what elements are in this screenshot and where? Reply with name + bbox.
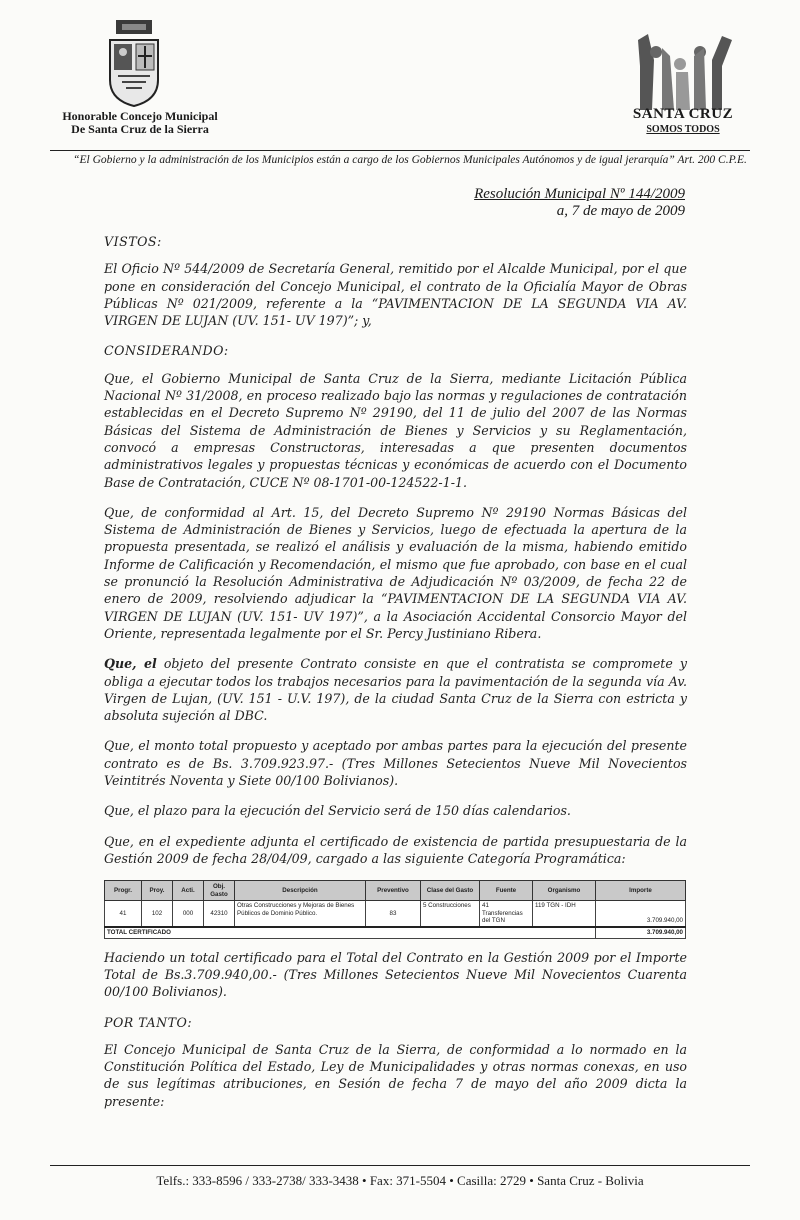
header-acti: Acti.: [173, 881, 204, 901]
header-preventivo: Preventivo: [366, 881, 421, 901]
council-crest-icon: [104, 18, 164, 108]
budget-table: [104, 880, 686, 939]
por-tanto-heading: POR TANTO:: [104, 1014, 193, 1030]
considerando-paragraph-2: Que, de conformidad al Art. 15, del Decreto Supremo Nº 29190 Normas Básicas del Sistema de Administración de Bienes y Servicios, luego de efectuada la apertura de la propuesta presentada, se realizó el análisis y evaluación de la misma, habiendo emitido Informe de Calificación y Recomendación, el mismo que fue aprobado, con base en el cual se pronunció la Resolución Administrativa de Adjudicación Nº 03/2009, de fecha 22 de enero de 2009, resolviendo adjudicar la “PAVIMENTACION DE LA SEGUNDA VIA AV. VIRGEN DE LUJAN (UV. 151- UV 197)”, a la Asociación Accidental Consorcio Mayor del Oriente, representada legalmente por el Sr. Percy Justiniano Ribera.: [104, 504, 687, 641]
considerando-heading: CONSIDERANDO:: [104, 343, 229, 359]
cell-obj-gasto: 42310: [204, 901, 235, 927]
cell-proy: 102: [142, 901, 173, 927]
cell-clase-gasto: 5 Construcciones: [421, 901, 480, 927]
total-row: [105, 927, 686, 939]
considerando-paragraph-3: [104, 655, 687, 724]
budget-table-header-row: [105, 881, 686, 901]
cell-fuente: 41 Transferencias del TGN: [480, 901, 533, 927]
header-fuente: Fuente: [480, 881, 533, 901]
cell-progr: 41: [105, 901, 142, 927]
cell-descripcion: Otras Construcciones y Mejoras de Bienes Públicos de Dominio Público.: [235, 901, 366, 927]
considerando-paragraph-1: Que, el Gobierno Municipal de Santa Cruz de la Sierra, mediante Licitación Pública Nacional Nº 31/2008, en proceso realizado bajo las normas y regulaciones de contratación establecidas en el Decreto Supremo Nº 29190, del 11 de julio del 2007 de las Normas Básicas del Sistema de Administración de Bienes y Servicios y su Reglamentación, convocó a empresas Constructoras, interesadas a que presenten documentos administrativos legales y propuestas técnicas y económicas de acuerdo con el Documento Base de Contratación, CUCE Nº 08-1701-00-124522-1-1.: [104, 370, 687, 490]
resolution-date: a, 7 de mayo de 2009: [556, 203, 685, 219]
header-proy: Proy.: [142, 881, 173, 901]
santa-cruz-logo-motto: SOMOS TODOS: [646, 124, 720, 135]
por-tanto-paragraph: El Concejo Municipal de Santa Cruz de la Sierra, de conformidad a lo normado en la Constitución Política del Estado, Ley de Municipalidades y otras normas conexas, en uso de sus legítimas atribuciones, en Sesión de fecha 7 de mayo del año 2009 dicta la presente:: [104, 1041, 687, 1109]
considerando-paragraph-6: Que, en el expediente adjunta el certificado de existencia de partida presupuestaria de la Gestión 2009 de fecha 28/04/09, cargado a las siguiente Categoría Programática:: [104, 833, 687, 866]
cell-importe: 3.709.940,00: [596, 901, 686, 927]
header-obj-gasto: Obj. Gasto: [204, 881, 235, 901]
total-certified-paragraph: Haciendo un total certificado para el Total del Contrato en la Gestión 2009 por el Importe Total de Bs.3.709.940,00.- (Tres Millones Setecientos Nueve Mil Novecientos Cuarenta 00/100 Bolivianos).: [104, 949, 687, 1000]
considerando-paragraph-5: Que, el plazo para la ejecución del Servicio será de 150 días calendarios.: [104, 803, 571, 819]
santa-cruz-logo-name: SANTA CRUZ: [632, 106, 734, 122]
header-progr: Progr.: [105, 881, 142, 901]
header-organismo: Organismo: [533, 881, 596, 901]
cell-acti: 000: [173, 901, 204, 927]
vistos-paragraph: El Oficio Nº 544/2009 de Secretaría General, remitido por el Alcalde Municipal, por el que pone en consideración del Concejo Municipal, el contrato de la Oficialía Mayor de Obras Públicas Nº 021/2009, referente a la “PAVIMENTACION DE LA SEGUNDA VIA AV. VIRGEN DE LUJAN (UV. 151- UV 197)”; y,: [104, 261, 687, 329]
header-divider: [50, 150, 750, 151]
vistos-heading: VISTOS:: [104, 234, 162, 249]
table-row: [105, 901, 686, 927]
footer-contact: Telfs.: 333-8596 / 333-2738/ 333-3438 • Fax: 371-5504 • Casilla: 2729 • Santa Cruz - Bolivia: [156, 1173, 644, 1188]
header-clase-gasto: Clase del Gasto: [421, 881, 480, 901]
cell-preventivo: 83: [366, 901, 421, 927]
considerando-paragraph-4: Que, el monto total propuesto y aceptado por ambas partes para la ejecución del presente contrato es de Bs. 3.709.923.97.- (Tres Millones Setecientos Nueve Mil Novecientos Veintitrés Noventa y Siete 00/100 Bolivianos).: [104, 738, 687, 789]
header-descripcion: Descripción: [235, 881, 366, 901]
resolution-number: Resolución Municipal Nº 144/2009: [474, 186, 685, 202]
council-name: [40, 110, 240, 136]
header-importe: Importe: [596, 881, 686, 901]
cell-organismo: 119 TGN - IDH: [533, 901, 596, 927]
total-value: 3.709.940,00: [596, 927, 686, 939]
paragraph-3-lead: Que, el: [104, 656, 157, 672]
resolution-body: [104, 233, 687, 1123]
total-label: TOTAL CERTIFICADO: [105, 927, 596, 939]
paragraph-3-rest: objeto del presente Contrato consiste en que el contratista se compromete y obliga a ejecutar todos los trabajos necesarios para la pavimentación de la segunda vía Av. Virgen de Lujan, (UV. 151 - U.V. 197), de la ciudad Santa Cruz de la Sierra con estricta y absoluta sujeción al DBC.: [104, 656, 687, 724]
constitution-quote: “El Gobierno y la administración de los Municipios están a cargo de los Gobiernos Municipales Autónomos y de igual jerarquía” Art. 200 C.P.E.: [73, 154, 747, 166]
council-line-2: De Santa Cruz de la Sierra: [71, 122, 209, 136]
council-line-1: Honorable Concejo Municipal: [62, 109, 218, 123]
santa-cruz-logo-icon: [618, 30, 748, 110]
budget-table-wrapper: [104, 880, 687, 939]
footer-divider: [50, 1165, 750, 1166]
